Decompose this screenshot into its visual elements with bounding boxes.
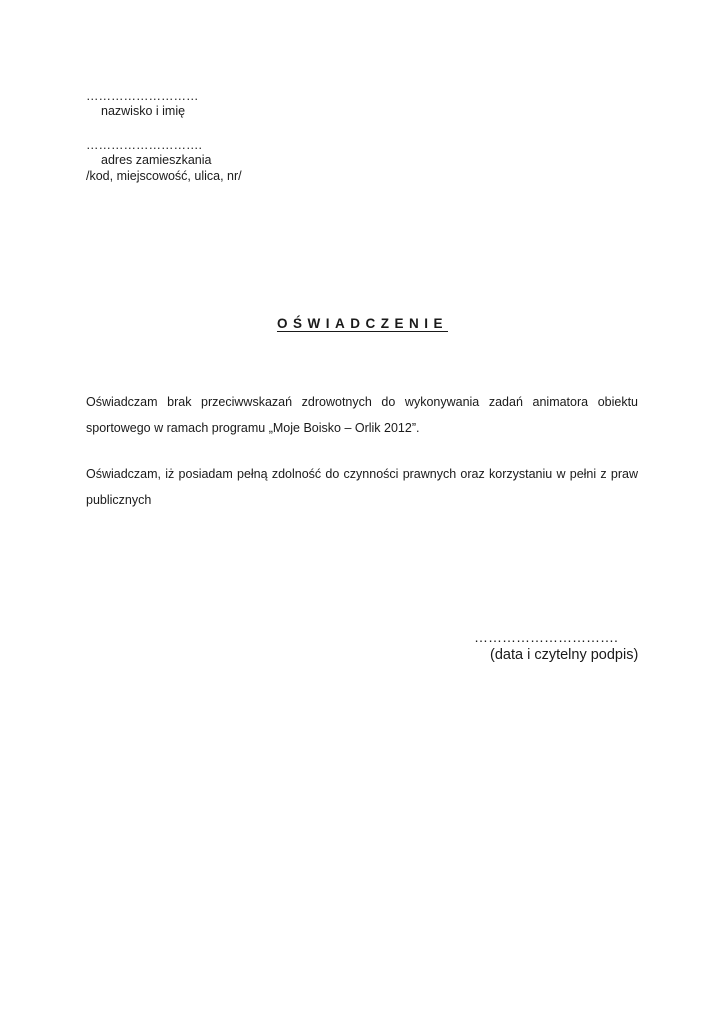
document-title: OŚWIADCZENIE [276,316,448,331]
signature-label: (data i czytelny podpis) [490,647,639,663]
statement-paragraph-legal-capacity: Oświadczam, iż posiadam pełną zdolność do czynności prawnych oraz korzystaniu w pełni z praw publicznych [86,467,638,507]
signature-dotted-line: …………………………. [474,629,618,645]
address-dotted-line: ………………………. [86,138,202,152]
name-dotted-line: ……………………… [86,89,199,103]
name-label: nazwisko i imię [101,104,186,118]
address-label: adres zamieszkania [101,153,212,167]
address-hint: /kod, miejscowość, ulica, nr/ [86,169,242,183]
statement-paragraph-health: Oświadczam brak przeciwwskazań zdrowotnych do wykonywania zadań animatora obiektu sportowego w ramach programu „Moje Boisko – Orlik 2012”. [86,395,638,435]
